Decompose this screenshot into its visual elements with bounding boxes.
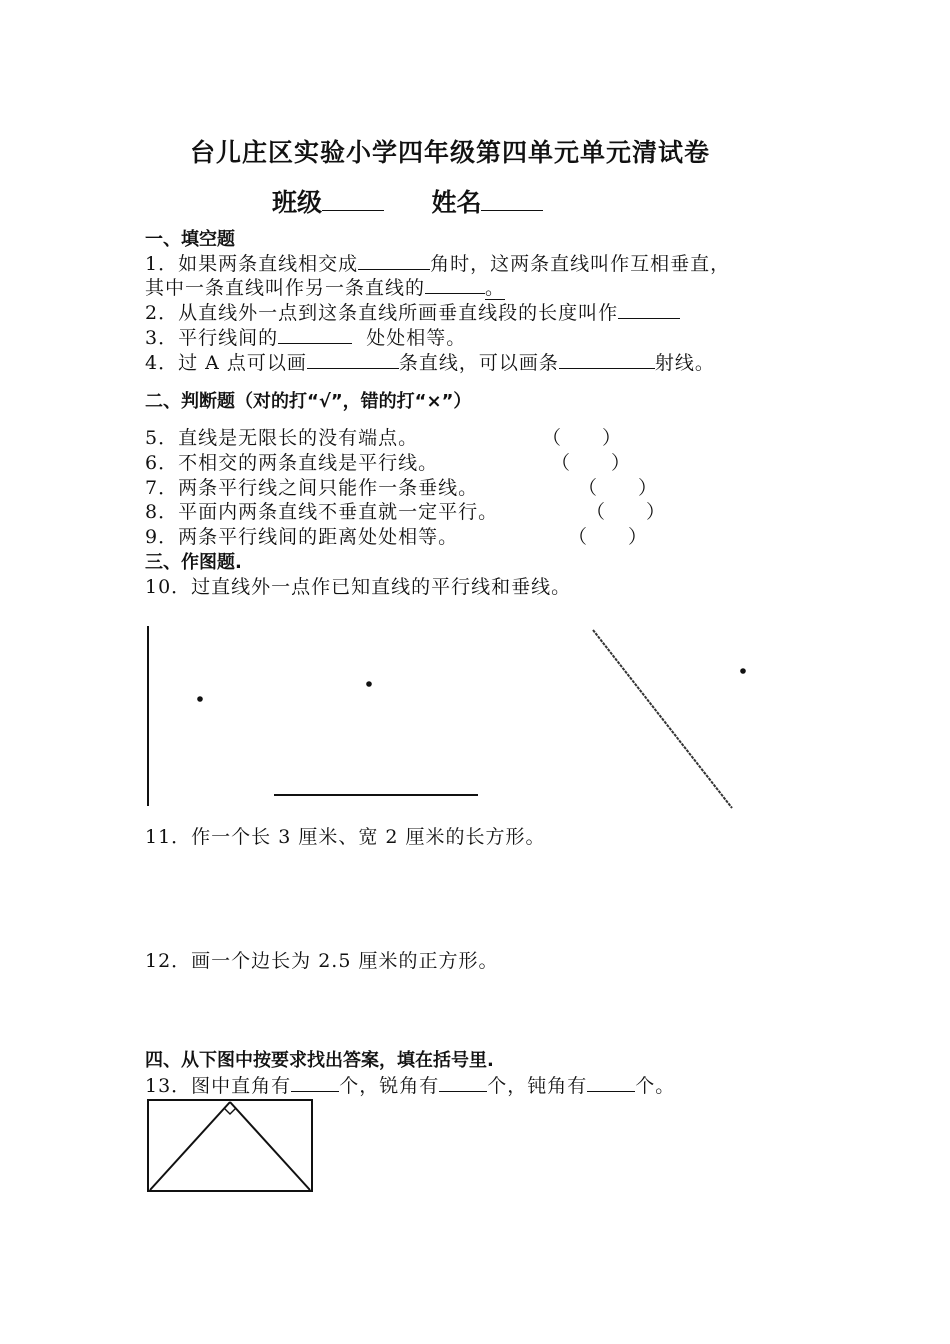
judge-paren-5[interactable]: （ ） <box>542 427 623 449</box>
q1-text-d: 。 <box>485 277 506 299</box>
judge-paren-6[interactable]: （ ） <box>551 452 632 474</box>
q13-blank-1[interactable] <box>291 1071 339 1092</box>
q3-text-b: 处处相等。 <box>366 327 467 349</box>
right-angle-mark <box>224 1108 236 1114</box>
q13-blank-3[interactable] <box>587 1071 635 1092</box>
q3-text-a: 3．平行线间的 <box>145 327 279 349</box>
question-12: 12．画一个边长为 2.5 厘米的正方形。 <box>145 950 499 972</box>
q13-text-d: 个。 <box>635 1075 676 1097</box>
judge-item-7: 7．两条平行线之间只能作一条垂线。 <box>145 477 479 499</box>
judge-paren-9[interactable]: （ ） <box>568 526 649 548</box>
judge-item-5: 5．直线是无限长的没有端点。 <box>145 427 419 449</box>
q1-text-a: 1．如果两条直线相交成 <box>145 253 359 275</box>
class-label: 班级 <box>272 188 323 217</box>
q4-text-c: 射线。 <box>654 352 715 374</box>
q4-text-a: 4．过 A 点可以画 <box>145 352 307 374</box>
section-3-heading: 三、作图题. <box>145 552 242 573</box>
point-2 <box>366 681 372 687</box>
judge-paren-8[interactable]: （ ） <box>586 501 667 523</box>
judge-paren-7[interactable]: （ ） <box>578 477 659 499</box>
point-3 <box>740 668 746 674</box>
question-13 <box>145 1071 675 1098</box>
section-1-heading: 一、填空题 <box>145 229 235 250</box>
q13-blank-2[interactable] <box>439 1071 487 1092</box>
section-2-heading: 二、判断题（对的打“√”，错的打“×”） <box>145 391 472 412</box>
question-11: 11．作一个长 3 厘米、宽 2 厘米的长方形。 <box>145 826 546 848</box>
q4-text-b: 条直线，可以画条 <box>398 352 559 374</box>
q2-text: 2．从直线外一点到这条直线所画垂直线段的长度叫作 <box>145 302 619 324</box>
diagonal-line <box>593 630 732 808</box>
question-10: 10．过直线外一点作已知直线的平行线和垂线。 <box>145 576 572 598</box>
q1-text-c: 其中一条直线叫作另一条直线的 <box>145 277 426 299</box>
q1-text-b: 角时，这两条直线叫作互相垂直， <box>430 253 731 275</box>
figure-right-diagonal <box>230 1102 310 1190</box>
point-1 <box>197 696 203 702</box>
q13-text-c: 个，钝角有 <box>487 1075 588 1097</box>
judge-item-9: 9．两条平行线间的距离处处相等。 <box>145 526 459 548</box>
name-label: 姓名 <box>431 188 482 217</box>
page-title: 台儿庄区实验小学四年级第四单元单元清试卷 <box>190 138 711 167</box>
figure-left-diagonal <box>150 1102 230 1190</box>
section-4-heading: 四、从下图中按要求找出答案，填在括号里. <box>145 1050 494 1071</box>
judge-item-6: 6．不相交的两条直线是平行线。 <box>145 452 439 474</box>
judge-item-8: 8．平面内两条直线不垂直就一定平行。 <box>145 501 499 523</box>
q13-text-b: 个，锐角有 <box>339 1075 440 1097</box>
q13-text-a: 13．图中直角有 <box>145 1075 292 1097</box>
